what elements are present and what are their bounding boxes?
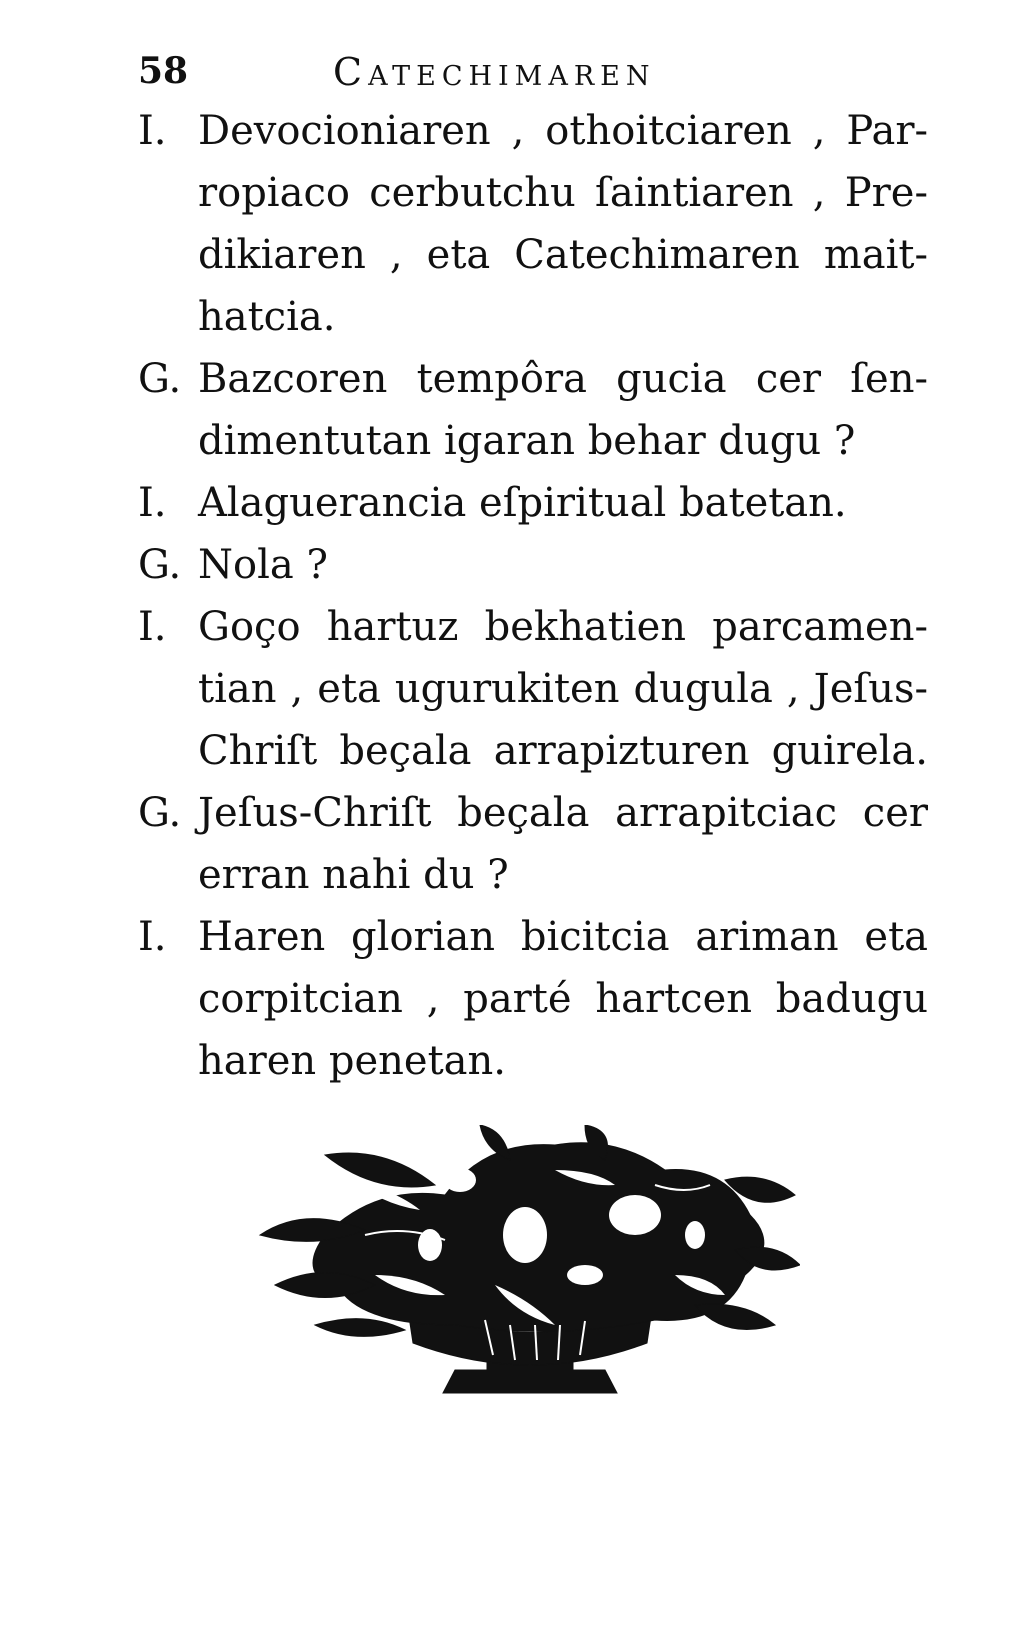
- speaker-label: I.: [138, 108, 167, 154]
- speaker-label: G.: [138, 542, 182, 588]
- text-line: ropiaco cerbutchu ſaintiaren , Pre-: [198, 170, 928, 216]
- dialogue-entry: [138, 906, 928, 1092]
- text-line: Alaguerancia eſpiritual batetan.: [198, 480, 847, 526]
- dialogue-text: [138, 100, 928, 1092]
- speaker-label: G.: [138, 790, 182, 836]
- text-line: Bazcoren tempôra gucia cer ſen-: [198, 356, 928, 402]
- entry-text: [198, 534, 928, 596]
- flower-basket-woodcut-icon: [255, 1125, 800, 1415]
- entry-text: [198, 348, 928, 472]
- dialogue-entry: [138, 782, 928, 906]
- text-line: hatcia.: [198, 294, 336, 340]
- text-line: tian , eta ugurukiten dugula , Jeſus-: [198, 666, 928, 712]
- speaker-label: I.: [138, 914, 167, 960]
- text-line: dikiaren , eta Catechimaren mait-: [198, 232, 928, 278]
- entry-text: [198, 100, 928, 348]
- dialogue-entry: [138, 348, 928, 472]
- entry-text: [198, 596, 928, 782]
- page-number: 58: [138, 50, 189, 92]
- entry-text: [198, 472, 928, 534]
- text-line: corpitcian , parté hartcen badugu: [198, 976, 928, 1022]
- entry-text: [198, 782, 928, 906]
- running-title: Catechimaren: [333, 50, 656, 94]
- dialogue-entry: [138, 472, 928, 534]
- text-line: Chriſt beçala arrapizturen guirela.: [198, 728, 928, 774]
- text-line: Nola ?: [198, 542, 328, 588]
- text-line: Devocioniaren , othoitciaren , Par-: [198, 108, 928, 154]
- text-line: haren penetan.: [198, 1038, 506, 1084]
- text-line: Jeſus-Chriſt beçala arrapitciac cer: [198, 790, 928, 836]
- dialogue-entry: [138, 534, 928, 596]
- entry-text: [198, 906, 928, 1092]
- text-line: Haren glorian bicitcia ariman eta: [198, 914, 928, 960]
- dialogue-entry: [138, 596, 928, 782]
- speaker-label: I.: [138, 604, 167, 650]
- text-line: erran nahi du ?: [198, 852, 509, 898]
- speaker-label: G.: [138, 356, 182, 402]
- speaker-label: I.: [138, 480, 167, 526]
- running-header: [138, 50, 758, 100]
- dialogue-entry: [138, 100, 928, 348]
- text-line: dimentutan igaran behar dugu ?: [198, 418, 856, 464]
- text-line: Goço hartuz bekhatien parcamen-: [198, 604, 928, 650]
